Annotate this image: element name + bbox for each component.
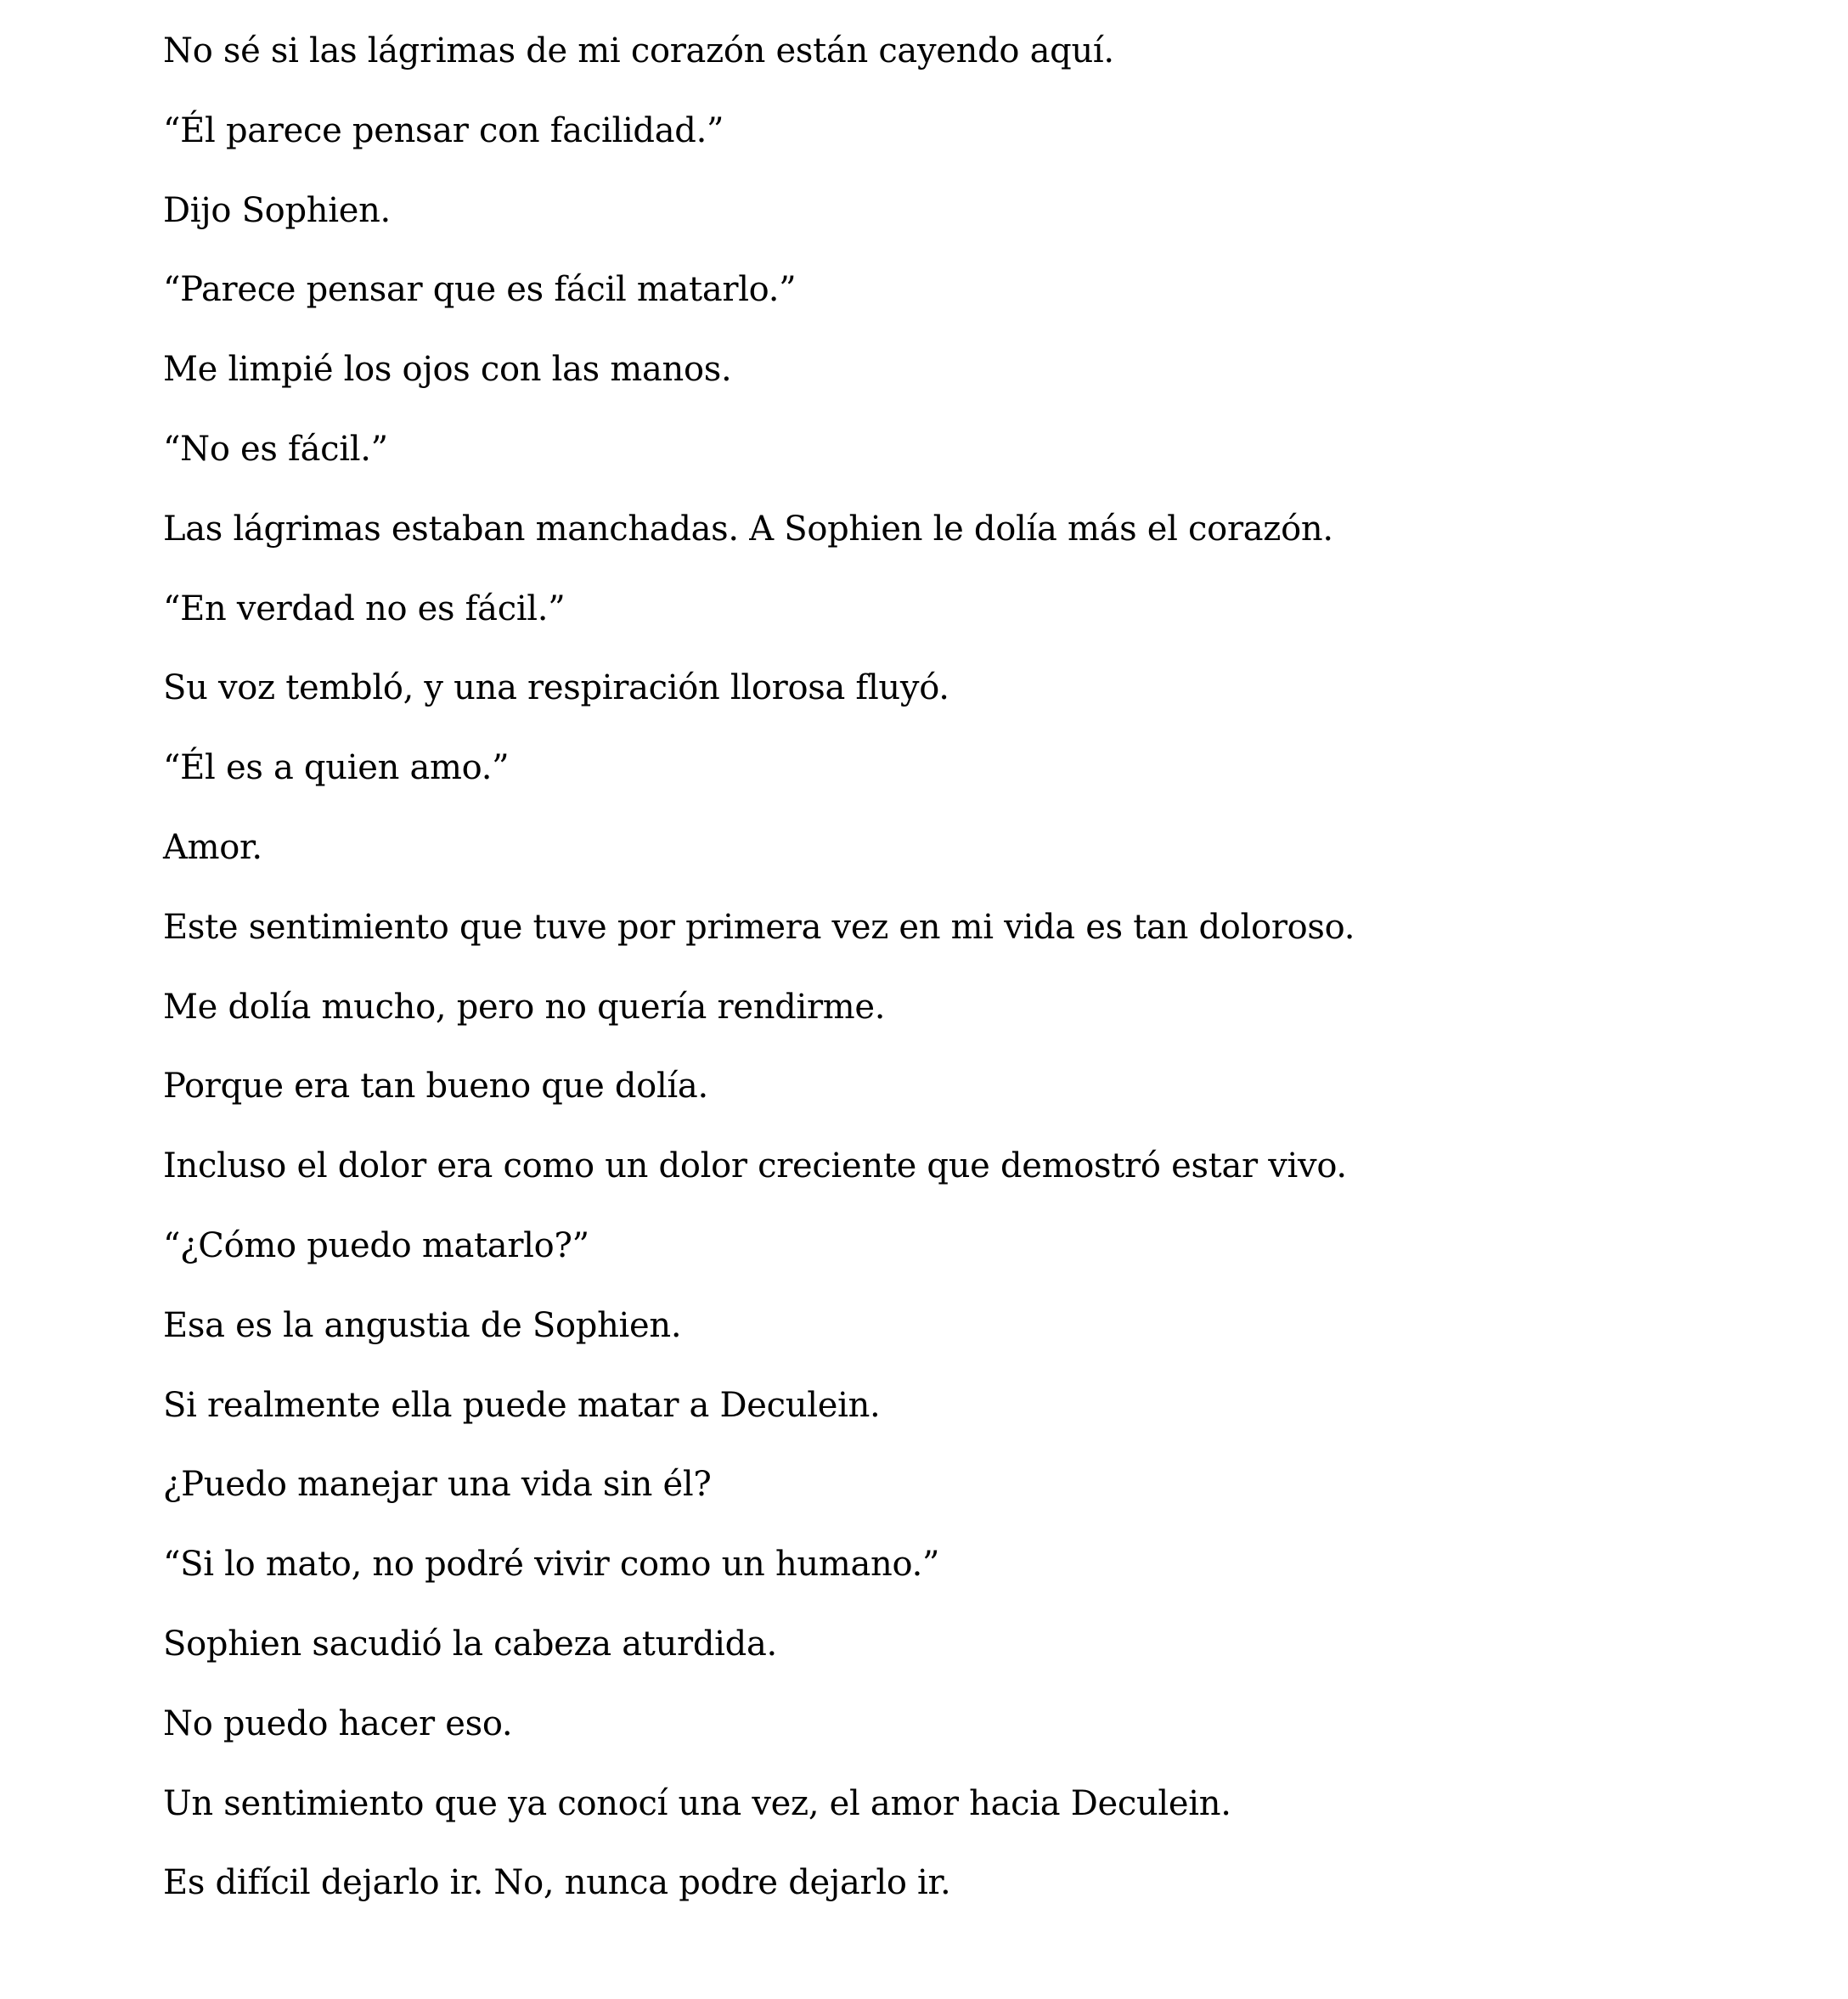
paragraph: Si realmente ella puede matar a Deculein.: [163, 1385, 881, 1425]
paragraph: Su voz tembló, y una respiración llorosa fluyó.: [163, 668, 949, 708]
paragraph: No sé si las lágrimas de mi corazón están cayendo aquí.: [163, 31, 1114, 70]
paragraph: Me dolía mucho, pero no quería rendirme.: [163, 987, 886, 1027]
paragraph: Esa es la angustia de Sophien.: [163, 1305, 682, 1345]
paragraph: No puedo hacer eso.: [163, 1703, 513, 1743]
paragraph: Dijo Sophien.: [163, 190, 391, 230]
paragraph: Porque era tan bueno que dolía.: [163, 1067, 708, 1106]
paragraph: “Él es a quien amo.”: [163, 748, 510, 788]
paragraph: Este sentimiento que tuve por primera vez en mi vida es tan doloroso.: [163, 907, 1355, 947]
paragraph: “Si lo mato, no podré vivir como un humano.”: [163, 1545, 940, 1585]
paragraph: Es difícil dejarlo ir. No, nunca podre dejarlo ir.: [163, 1863, 951, 1903]
paragraph: Amor.: [163, 827, 262, 867]
document-body: [163, 24, 1760, 1935]
paragraph: ¿Puedo manejar una vida sin él?: [163, 1465, 712, 1505]
paragraph: “Parece pensar que es fácil matarlo.”: [163, 270, 797, 310]
paragraph: Un sentimiento que ya conocí una vez, el amor hacia Deculein.: [163, 1783, 1231, 1823]
paragraph: Las lágrimas estaban manchadas. A Sophien le dolía más el corazón.: [163, 509, 1333, 549]
paragraph: Me limpié los ojos con las manos.: [163, 350, 732, 390]
paragraph: “No es fácil.”: [163, 429, 388, 469]
paragraph: Sophien sacudió la cabeza aturdida.: [163, 1624, 777, 1664]
paragraph: “Él parece pensar con facilidad.”: [163, 110, 724, 150]
paragraph: Incluso el dolor era como un dolor creciente que demostró estar vivo.: [163, 1146, 1347, 1186]
paragraph: “En verdad no es fácil.”: [163, 588, 566, 628]
paragraph: “¿Cómo puedo matarlo?”: [163, 1225, 589, 1265]
